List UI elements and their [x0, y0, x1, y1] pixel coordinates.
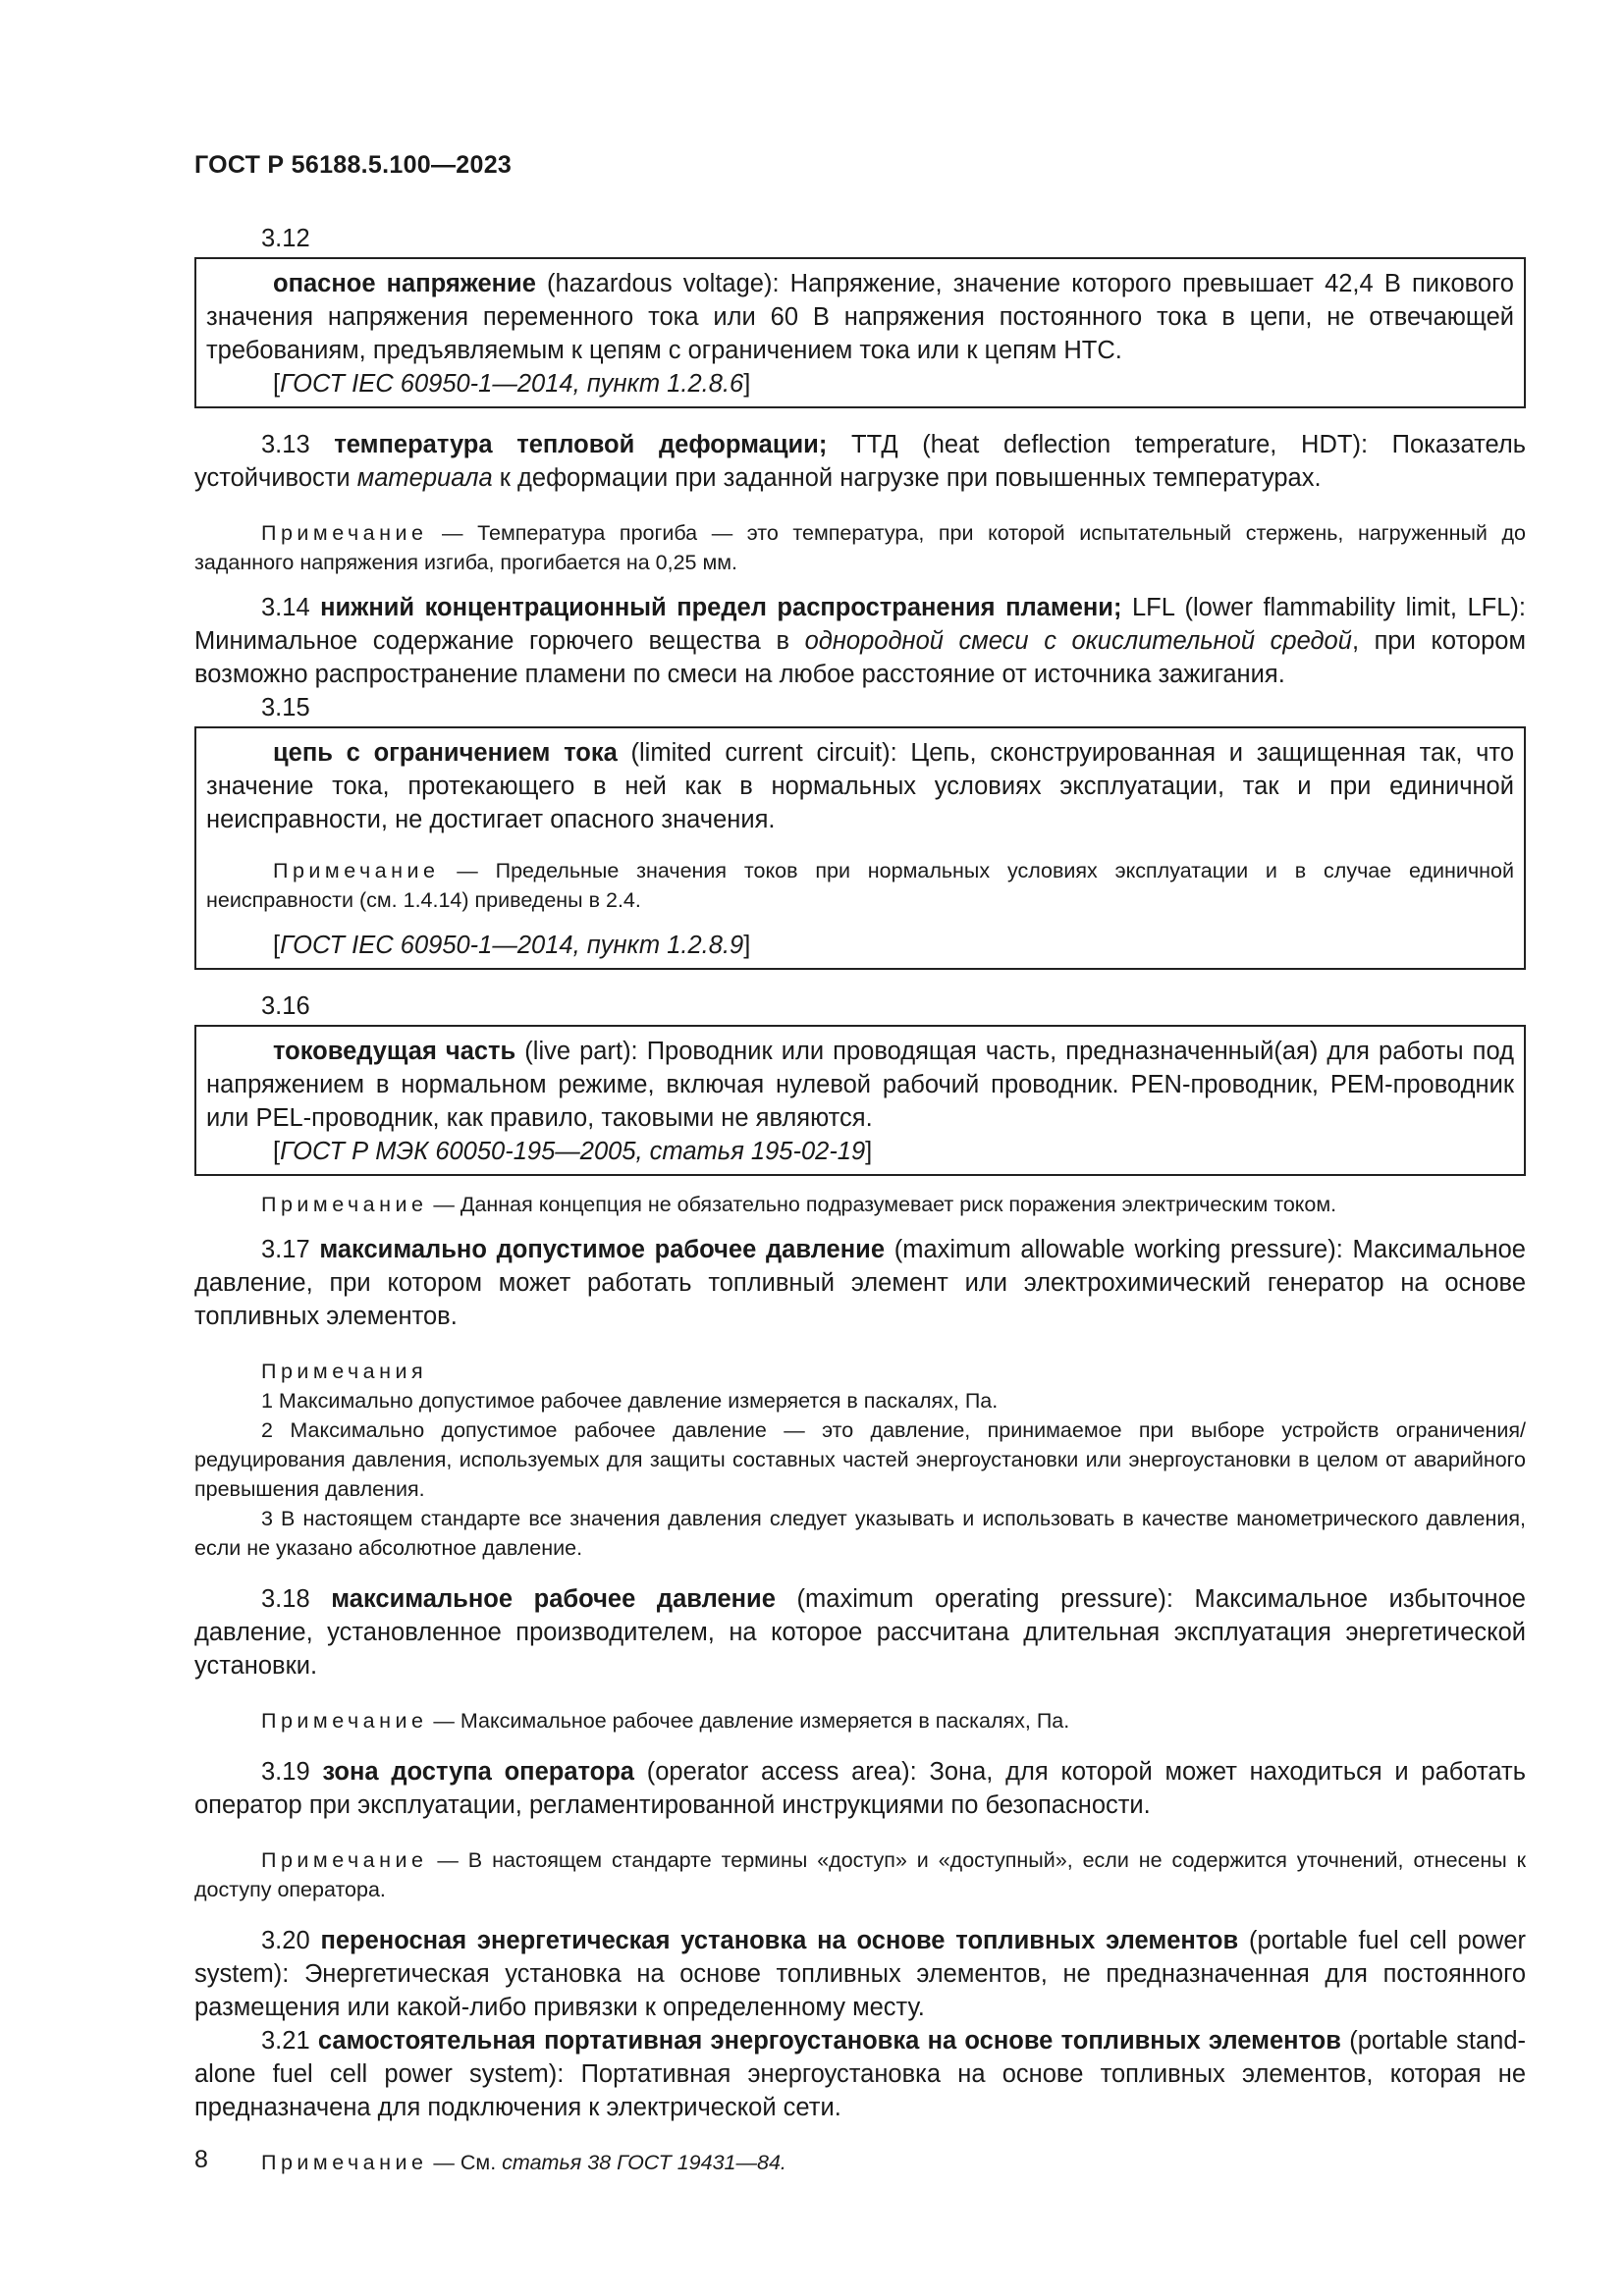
term-text: LFL (lower flammability limit, LFL): Минимальное содержание горючего вещества в [194, 594, 1527, 655]
term-number: 3.13 [261, 431, 335, 458]
term-title: токоведущая часть [273, 1038, 516, 1065]
term-definition-3-21 [194, 2024, 1526, 2124]
note-text: — Температура прогиба — это температура, при которой испытательный стержень, нагруженный до заданного напряжения изгиба, прогибается на 0,25 мм. [194, 521, 1526, 574]
note-3-19 [194, 1845, 1526, 1904]
term-title: переносная энергетическая установка на основе топливных элементов [320, 1927, 1239, 1954]
term-title: нижний концентрационный предел распространения пламени; [320, 594, 1122, 621]
note-item: 2 Максимально допустимое рабочее давление — это давление, принимаемое при выборе устройств ограничения/редуцирования давления, используемых для защиты составных частей энергоустановки или энергоустановки в целом от аварийного превышения давления. [194, 1418, 1526, 1501]
term-definition-3-12 [206, 267, 1514, 367]
term-number: 3.17 [261, 1236, 320, 1263]
term-title: максимально допустимое рабочее давление [319, 1236, 885, 1263]
term-number-3-12: 3.12 [261, 225, 310, 252]
note-3-13 [194, 518, 1526, 577]
term-source-3-12 [206, 367, 1514, 400]
term-text: (live part): Проводник или проводящая часть, предназначенный(ая) для работы под напряжением в нормальном режиме, включая нулевой рабочий проводник. PEN-проводник, PEM-проводник или PEL-проводник, как правило, таковыми не являются. [206, 1038, 1514, 1132]
page-number: 8 [194, 2146, 208, 2173]
term-definition-3-15 [206, 736, 1514, 836]
term-definition-3-14 [194, 591, 1526, 691]
source-reference: ГОСТ IEC 60950-1—2014, пункт 1.2.8.9 [280, 932, 744, 959]
source-reference: ГОСТ Р МЭК 60050-195—2005, статья 195-02-19 [280, 1138, 866, 1165]
notes-label-3-17 [194, 1357, 1526, 1386]
note-label: Примечание [261, 521, 428, 545]
note-label: Примечание [261, 2151, 428, 2174]
term-definition-3-13 [194, 428, 1526, 495]
term-title: максимальное рабочее давление [331, 1585, 776, 1613]
bracket-open: [ [273, 1138, 281, 1165]
note-text: — Предельные значения токов при нормальных условиях эксплуатации и в случае единичной неисправности (см. 1.4.14) приведены в 2.4. [206, 859, 1514, 912]
term-text: (portable fuel cell power system): Энергетическая установка на основе топливных элементов, не предназначенная для постоянного размещения или какой-либо привязки к определенному месту. [194, 1927, 1526, 2021]
term-number-3-15: 3.15 [261, 694, 310, 721]
note-text: — Максимальное рабочее давление измеряется в паскалях, Па. [427, 1709, 1070, 1733]
note-label: Примечание [261, 1193, 428, 1216]
bracket-open: [ [273, 370, 281, 398]
term-text: , при котором возможно распространение пламени по смеси на любое расстояние от источника зажигания. [194, 627, 1526, 688]
note-3-15 [206, 856, 1514, 915]
term-number: 3.14 [261, 594, 321, 621]
term-text: (limited current circuit): Цепь, сконструированная и защищенная так, что значение тока, протекающего в ней как в нормальных условиях эксплуатации, так и при единичной неисправности, не достигает опасного значения. [206, 739, 1515, 833]
term-title: опасное напряжение [273, 270, 536, 297]
note-text: — См. [427, 2151, 503, 2174]
note-3-18 [194, 1706, 1526, 1735]
page-header: ГОСТ Р 56188.5.100—2023 [194, 151, 513, 179]
term-source-3-16 [206, 1135, 1514, 1168]
term-number: 3.19 [261, 1758, 323, 1786]
term-number: 3.21 [261, 2027, 318, 2055]
term-title: самостоятельная портативная энергоустановка на основе топливных элементов [317, 2027, 1341, 2055]
term-title: цепь с ограничением тока [273, 739, 618, 767]
term-box-3-15 [194, 726, 1526, 970]
note-text: — В настоящем стандарте термины «доступ» и «доступный», если не содержится уточнений, отнесены к доступу оператора. [194, 1848, 1526, 1901]
term-text: (hazardous voltage): Напряжение, значение которого превышает 42,4 В пикового значения напряжения переменного тока или 60 В напряжения постоянного тока в цепи, не отвечающей требованиям, предъявляемым к цепям с ограничением тока или к цепям НТС. [206, 270, 1514, 364]
note-label: Примечание [261, 1848, 428, 1872]
term-text: (portable stand-alone fuel cell power system): Портативная энергоустановка на основе топливных элементов, которая не предназначена для подключения к электрической сети. [194, 2027, 1527, 2121]
term-definition-3-17 [194, 1233, 1526, 1333]
term-box-3-12 [194, 257, 1526, 408]
term-italic: однородной смеси с окислительной средой [804, 627, 1352, 655]
note-3-21 [194, 2148, 1526, 2177]
bracket-close: ] [865, 1138, 873, 1165]
term-title: температура тепловой деформации; [334, 431, 828, 458]
term-text: к деформации при заданной нагрузке при повышенных температурах. [492, 464, 1322, 492]
term-text: (maximum operating pressure): Максимальное избыточное давление, установленное производителем, на которое рассчитана длительная эксплуатация энергетической установки. [194, 1585, 1526, 1680]
term-text: ТТД (heat deflection temperature, HDT): Показатель устойчивости [194, 431, 1527, 492]
term-number: 3.18 [261, 1585, 332, 1613]
bracket-open: [ [273, 932, 281, 959]
note-reference: статья 38 ГОСТ 19431—84. [502, 2151, 786, 2174]
note-label: Примечание [261, 1709, 428, 1733]
bracket-close: ] [743, 932, 751, 959]
term-definition-3-16 [206, 1035, 1514, 1135]
term-box-3-16 [194, 1025, 1526, 1176]
term-text: (operator access area): Зона, для которой может находиться и работать оператор при эксплуатации, регламентированной инструкциями по безопасности. [194, 1758, 1526, 1819]
term-title: зона доступа оператора [322, 1758, 634, 1786]
note-item: 3 В настоящем стандарте все значения давления следует указывать и использовать в качестве манометрического давления, если не указано абсолютное давление. [194, 1507, 1526, 1560]
page-content [194, 222, 1526, 2177]
term-definition-3-20 [194, 1924, 1526, 2024]
note-label: Примечание [273, 859, 440, 882]
note-3-16 [194, 1190, 1526, 1219]
term-number-3-16: 3.16 [261, 992, 310, 1020]
term-definition-3-18 [194, 1582, 1526, 1682]
term-definition-3-19 [194, 1755, 1526, 1822]
term-text: (maximum allowable working pressure): Максимальное давление, при котором может работать топливный элемент или электрохимический генератор на основе топливных элементов. [194, 1236, 1526, 1330]
term-italic: материала [356, 464, 493, 492]
notes-label: Примечания [261, 1360, 428, 1383]
note-item: 1 Максимально допустимое рабочее давление измеряется в паскалях, Па. [261, 1389, 999, 1413]
note-text: — Данная концепция не обязательно подразумевает риск поражения электрическим током. [427, 1193, 1337, 1216]
source-reference: ГОСТ IEC 60950-1—2014, пункт 1.2.8.6 [280, 370, 744, 398]
bracket-close: ] [743, 370, 751, 398]
term-number: 3.20 [261, 1927, 321, 1954]
term-source-3-15 [206, 929, 1514, 962]
